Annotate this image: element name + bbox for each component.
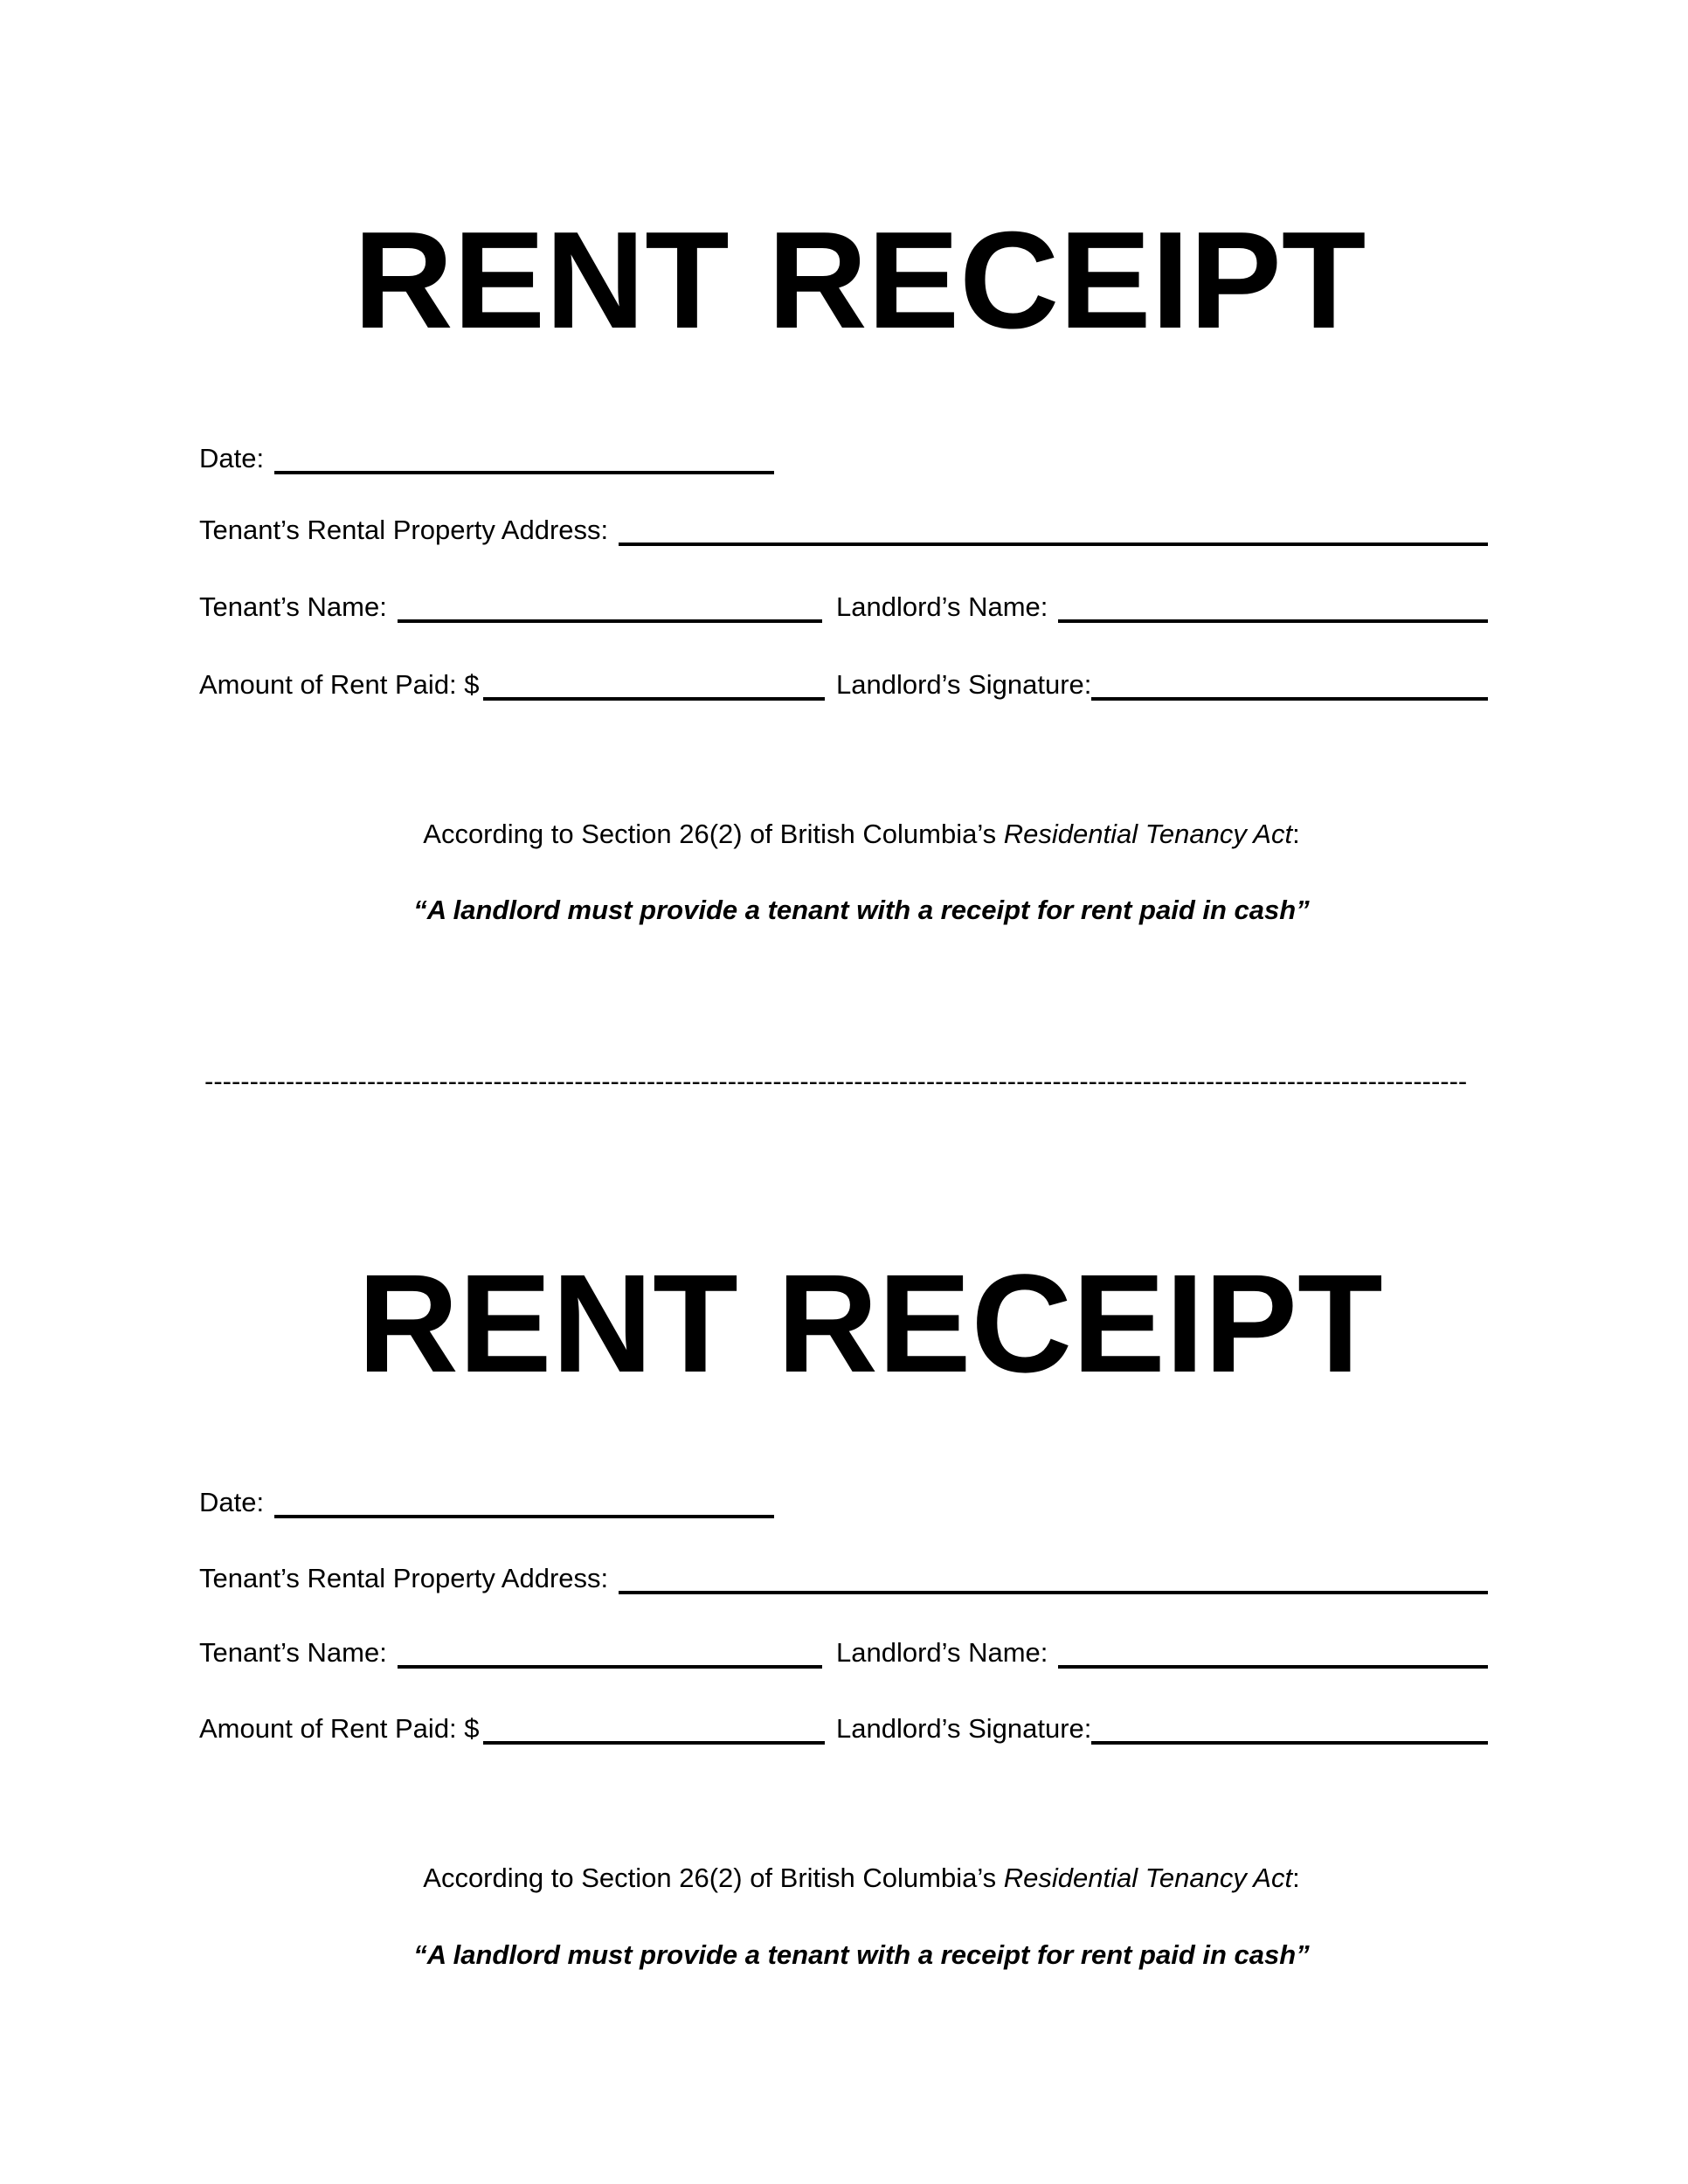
amount-label: Amount of Rent Paid: $ <box>199 669 480 700</box>
legal-text-after: : <box>1292 819 1300 849</box>
legal-note <box>0 818 1688 851</box>
address-row <box>199 515 1488 549</box>
receipt-title: RENT RECEIPT <box>357 1245 1383 1401</box>
tenant-name-label: Tenant’s Name: <box>199 1637 387 1668</box>
legal-quote: “A landlord must provide a tenant with a receipt for rent paid in cash” <box>413 1939 1310 1970</box>
address-label: Tenant’s Rental Property Address: <box>199 1563 609 1593</box>
amount-input-line[interactable] <box>483 1741 825 1745</box>
legal-quote: “A landlord must provide a tenant with a receipt for rent paid in cash” <box>413 895 1310 925</box>
amount-row <box>199 669 1488 704</box>
date-label: Date: <box>199 1487 265 1517</box>
legal-text-before: According to Section 26(2) of British Columbia’s <box>423 1863 1004 1893</box>
amount-row <box>199 1713 1488 1748</box>
landlord-name-input-line[interactable] <box>1058 1665 1488 1669</box>
tenant-name-input-line[interactable] <box>398 1665 822 1669</box>
address-label: Tenant’s Rental Property Address: <box>199 515 609 545</box>
signature-input-line[interactable] <box>1091 697 1488 701</box>
legal-note <box>0 1862 1688 1895</box>
legal-text-before: According to Section 26(2) of British Columbia’s <box>423 819 1004 849</box>
date-input-line[interactable] <box>274 1515 774 1518</box>
tenant-name-input-line[interactable] <box>398 619 822 623</box>
legal-text-after: : <box>1292 1863 1300 1893</box>
act-name-italic: Residential Tenancy Act <box>1003 1863 1293 1893</box>
date-label: Date: <box>199 443 265 473</box>
landlord-name-label: Landlord’s Name: <box>836 591 1048 622</box>
receipt-title: RENT RECEIPT <box>353 204 1366 357</box>
names-row <box>199 1637 1488 1672</box>
amount-label: Amount of Rent Paid: $ <box>199 1713 480 1744</box>
names-row <box>199 591 1488 626</box>
address-row <box>199 1563 1488 1598</box>
landlord-name-input-line[interactable] <box>1058 619 1488 623</box>
date-input-line[interactable] <box>274 471 774 474</box>
amount-input-line[interactable] <box>483 697 825 701</box>
act-name-italic: Residential Tenancy Act <box>1003 819 1293 849</box>
address-input-line[interactable] <box>619 543 1488 546</box>
landlord-name-label: Landlord’s Name: <box>836 1637 1048 1668</box>
signature-label: Landlord’s Signature: <box>836 669 1092 700</box>
signature-label: Landlord’s Signature: <box>836 1713 1092 1744</box>
date-row <box>199 1487 1488 1522</box>
date-row <box>199 443 1488 478</box>
signature-input-line[interactable] <box>1091 1741 1488 1745</box>
cut-line-separator: -------------------------------------------------------------------------------------------------------------------------------------------- <box>204 1066 1468 1096</box>
address-input-line[interactable] <box>619 1591 1488 1594</box>
tenant-name-label: Tenant’s Name: <box>199 591 387 622</box>
